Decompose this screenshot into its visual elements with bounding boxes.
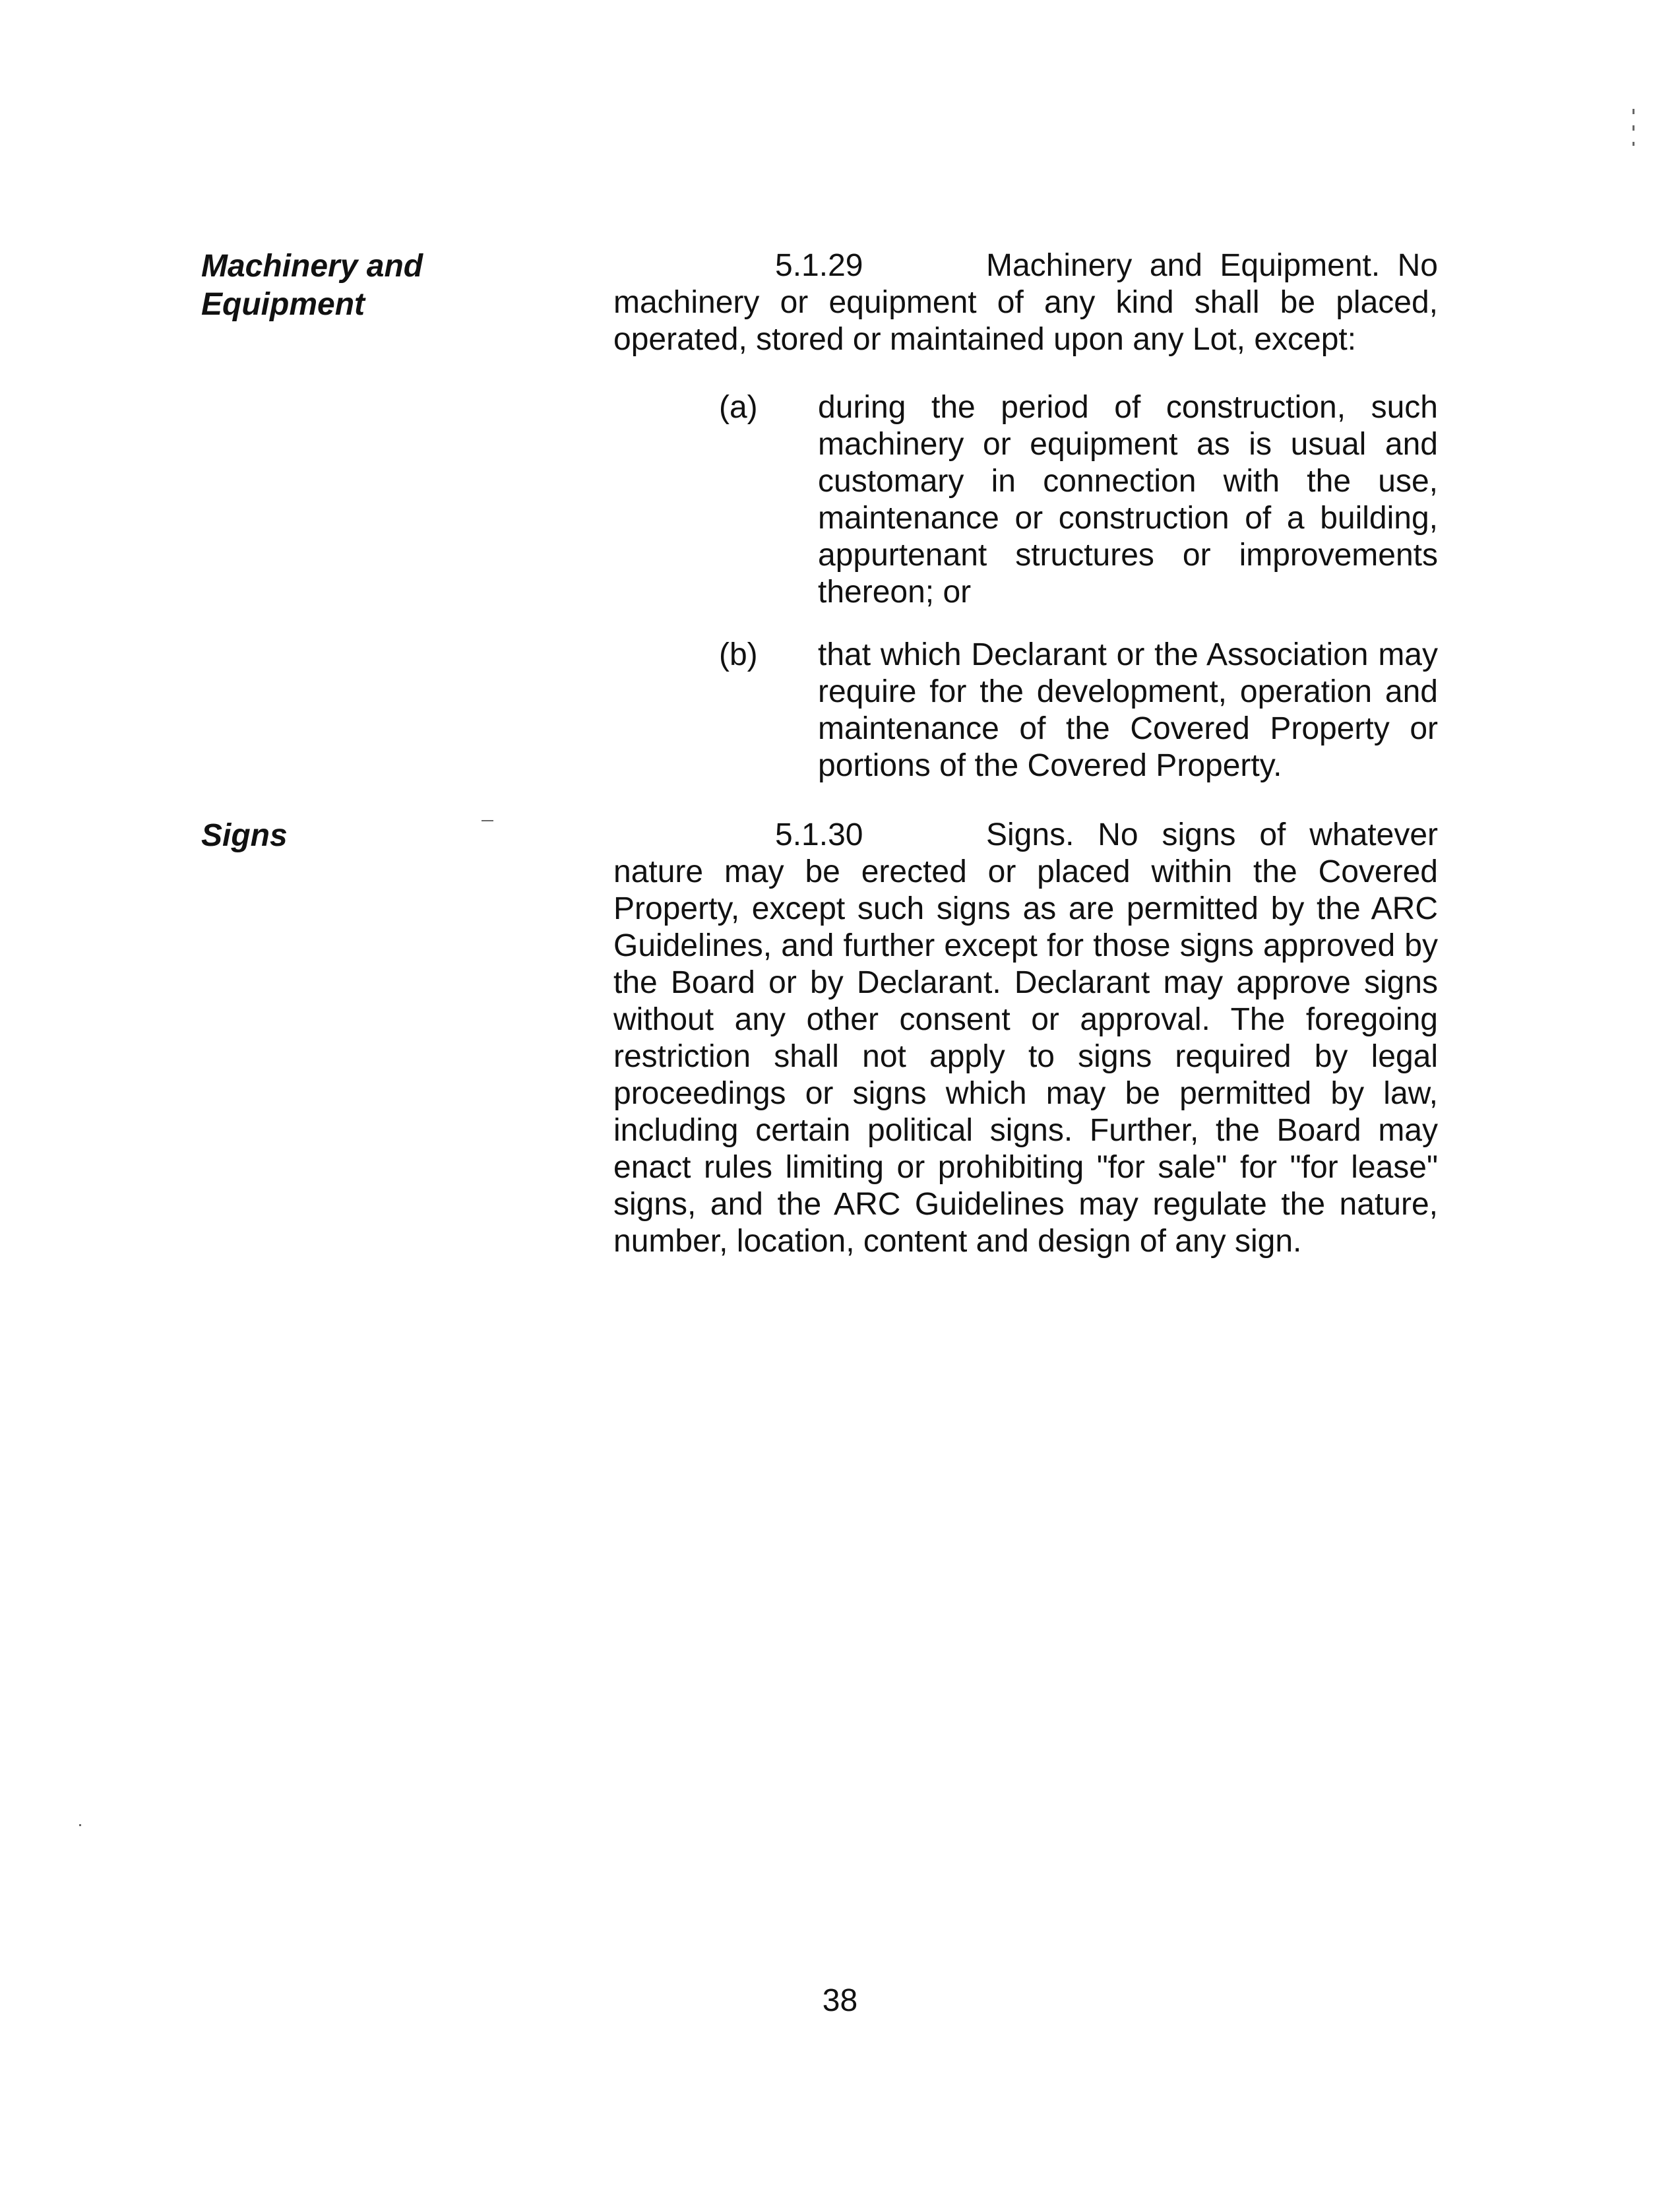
- section-5-1-30-text: Signs. No signs of whatever nature may be erected or placed within the Covered Property, except such signs as are permitted by the ARC Guidelines, and further except for those signs approved by the Board or by Declarant. Declarant may approve signs without any other consent or approval. The foregoing restriction shall not apply to signs required by legal proceedings or signs which may be permitted by law, including certain political signs. Further, the Board may enact rules limiting or prohibiting "for sale" for "for lease" signs, and the ARC Guidelines may regulate the nature, number, location, content and design of any sign.: [613, 817, 1438, 1259]
- list-item-a: [719, 389, 1438, 611]
- scan-speck: [1633, 142, 1634, 146]
- margin-heading-signs: [201, 817, 478, 855]
- list-item-b-text: that which Declarant or the Association may require for the development, operation and maintenance of the Covered Property or portions of the Covered Property.: [818, 637, 1438, 783]
- section-5-1-29-paragraph: [613, 247, 1438, 358]
- section-5-1-30: [613, 817, 1438, 1260]
- margin-heading-signs-text: Signs: [201, 818, 288, 853]
- list-item-b: [719, 637, 1438, 784]
- section-5-1-30-paragraph: [613, 817, 1438, 1260]
- margin-heading-machinery-line1: Machinery and: [201, 249, 423, 284]
- scan-speck: [1633, 109, 1634, 114]
- section-5-1-29-number: 5.1.29: [775, 248, 863, 283]
- list-item-b-label: (b): [719, 637, 758, 672]
- margin-heading-machinery: [201, 247, 478, 324]
- scan-speck: [1633, 125, 1634, 131]
- page-number: 38: [822, 1983, 858, 2018]
- section-5-1-29-intro: Machinery and Equipment. No machinery or equipment of any kind shall be placed, operated, stored or maintained upon any Lot, except:: [613, 248, 1438, 357]
- section-5-1-29: [613, 247, 1438, 358]
- scan-speck: [482, 820, 493, 821]
- scan-speck: [79, 1824, 81, 1826]
- margin-heading-machinery-line2: Equipment: [201, 287, 365, 322]
- list-item-a-text: during the period of construction, such machinery or equipment as is usual and customary in connection with the use, maintenance or construction of a building, appurtenant structures or improvements thereon; or: [818, 390, 1438, 610]
- section-5-1-30-number: 5.1.30: [775, 817, 863, 852]
- list-item-a-label: (a): [719, 390, 758, 425]
